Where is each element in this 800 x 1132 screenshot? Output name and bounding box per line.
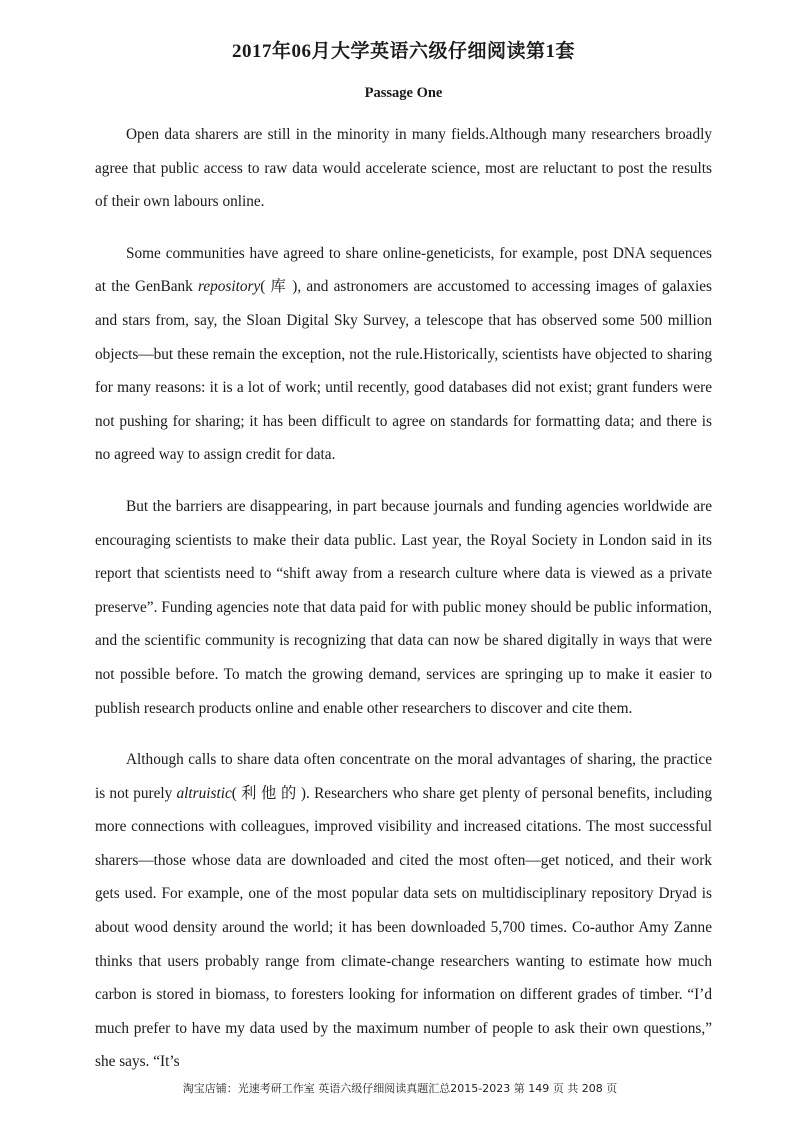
paragraph-2 (95, 237, 712, 472)
page-title: 2017年06月大学英语六级仔细阅读第1套 (231, 41, 575, 62)
vocab-gloss: ( 库 ) (260, 278, 298, 296)
paragraph-text: But the barriers are disappearing, in part because journals and funding agencies worldwide are encouraging scientists to make their data public. Last year, the Royal Society in London said in its report that scientists need to “shift away from a research culture where data is viewed as a private preserve”. Funding agencies note that data paid for with public money should be public information, and the scientific community is recognizing that data can now be shared digitally in ways that were not possible before. To match the growing demand, services are springing up to make it easier to publish research products online and enable other researchers to discover and cite them. (95, 497, 712, 717)
vocab-term: altruistic (176, 784, 232, 802)
paragraph-4 (95, 743, 712, 1079)
passage-subtitle: Passage One (364, 85, 443, 101)
paragraph-3 (95, 490, 712, 725)
page-footer: 淘宝店铺：光速考研工作室 英语六级仔细阅读真题汇总2015-2023 第 149 页 共 208 页 (182, 1082, 618, 1095)
paragraph-1 (95, 118, 712, 219)
paragraph-text-after: . Researchers who share get plenty of personal benefits, including more connections with colleagues, improved visibility and increased citations. The most successful sharers—those whose data are downloaded and cited the most often—get noticed, and their work gets used. For example, one of the most popular data sets on multidisciplinary repository Dryad is about wood density around the world; it has been downloaded 5,700 times. Co-author Amy Zanne thinks that users probably range from climate-change researchers wanting to estimate how much carbon is stored in biomass, to foresters looking for information on different grades of timber. “I’d much prefer to have my data used by the maximum number of people to ask their own questions,” she says. “It’s (95, 784, 712, 1071)
paragraph-text-before: Some communities have agreed to share online-geneticists, for example, post DNA sequences at the GenBank (95, 244, 712, 296)
paragraph-text: Open data sharers are still in the minority in many fields.Although many researchers broadly agree that public access to raw data would accelerate science, most are reluctant to post the results of their own labours online. (95, 126, 712, 211)
vocab-term: repository (197, 278, 261, 296)
vocab-gloss: ( 利 他 的 ) (231, 784, 307, 802)
paragraph-text-before: Although calls to share data often concentrate on the moral advantages of sharing, the practice is not purely (95, 751, 712, 802)
paragraph-text-after: , and astronomers are accustomed to accessing images of galaxies and stars from, say, the Sloan Digital Sky Survey, a telescope that has observed some 500 million objects—but these remain the exception, not the rule.Historically, scientists have objected to sharing for many reasons: it is a lot of work; until recently, good databases did not exist; grant funders were not pushing for sharing; it has been difficult to agree on standards for formatting data; and there is no agreed way to assign credit for data. (95, 278, 712, 464)
